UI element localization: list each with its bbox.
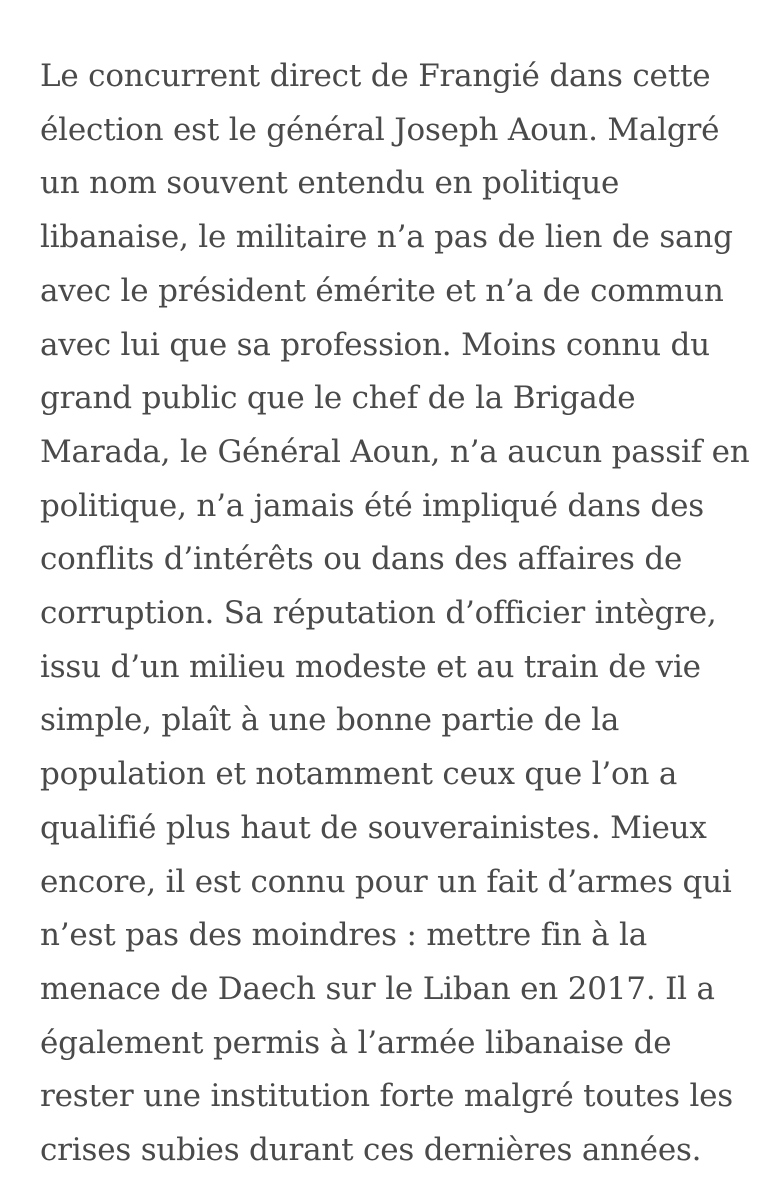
paragraph-line: avec le président émérite et n’a de commun: [40, 272, 724, 309]
paragraph-line: n’est pas des moindres : mettre fin à la: [40, 917, 648, 954]
paragraph-line: Marada, le Général Aoun, n’a aucun passif en: [40, 433, 750, 470]
paragraph-line: crises subies durant ces dernières années.: [40, 1132, 702, 1169]
paragraph-line: avec lui que sa profession. Moins connu du: [40, 326, 710, 363]
paragraph-line: simple, plaît à une bonne partie de la: [40, 702, 620, 739]
paragraph-line: Le concurrent direct de Frangié dans cette: [40, 58, 711, 94]
paragraph-line: élection est le général Joseph Aoun. Malgré: [40, 111, 720, 148]
article-paragraph: [40, 50, 750, 1178]
paragraph-line: conflits d’intérêts ou dans des affaires de: [40, 541, 683, 578]
paragraph-line: corruption. Sa réputation d’officier intègre,: [40, 595, 717, 632]
paragraph-line: également permis à l’armée libanaise de: [40, 1024, 672, 1061]
paragraph-line: un nom souvent entendu en politique: [40, 165, 620, 202]
paragraph-line: encore, il est connu pour un fait d’armes qui: [40, 863, 732, 900]
paragraph-line: issu d’un milieu modeste et au train de vie: [40, 648, 701, 685]
paragraph-line: population et notamment ceux que l’on a: [40, 756, 678, 793]
paragraph-line: qualifié plus haut de souverainistes. Mieux: [40, 809, 707, 846]
paragraph-line: grand public que le chef de la Brigade: [40, 380, 636, 417]
paragraph-line: rester une institution forte malgré toutes les: [40, 1078, 734, 1115]
paragraph-line: menace de Daech sur le Liban en 2017. Il a: [40, 970, 715, 1007]
paragraph-line: politique, n’a jamais été impliqué dans des: [40, 487, 704, 524]
paragraph-line: libanaise, le militaire n’a pas de lien de sang: [40, 219, 733, 256]
